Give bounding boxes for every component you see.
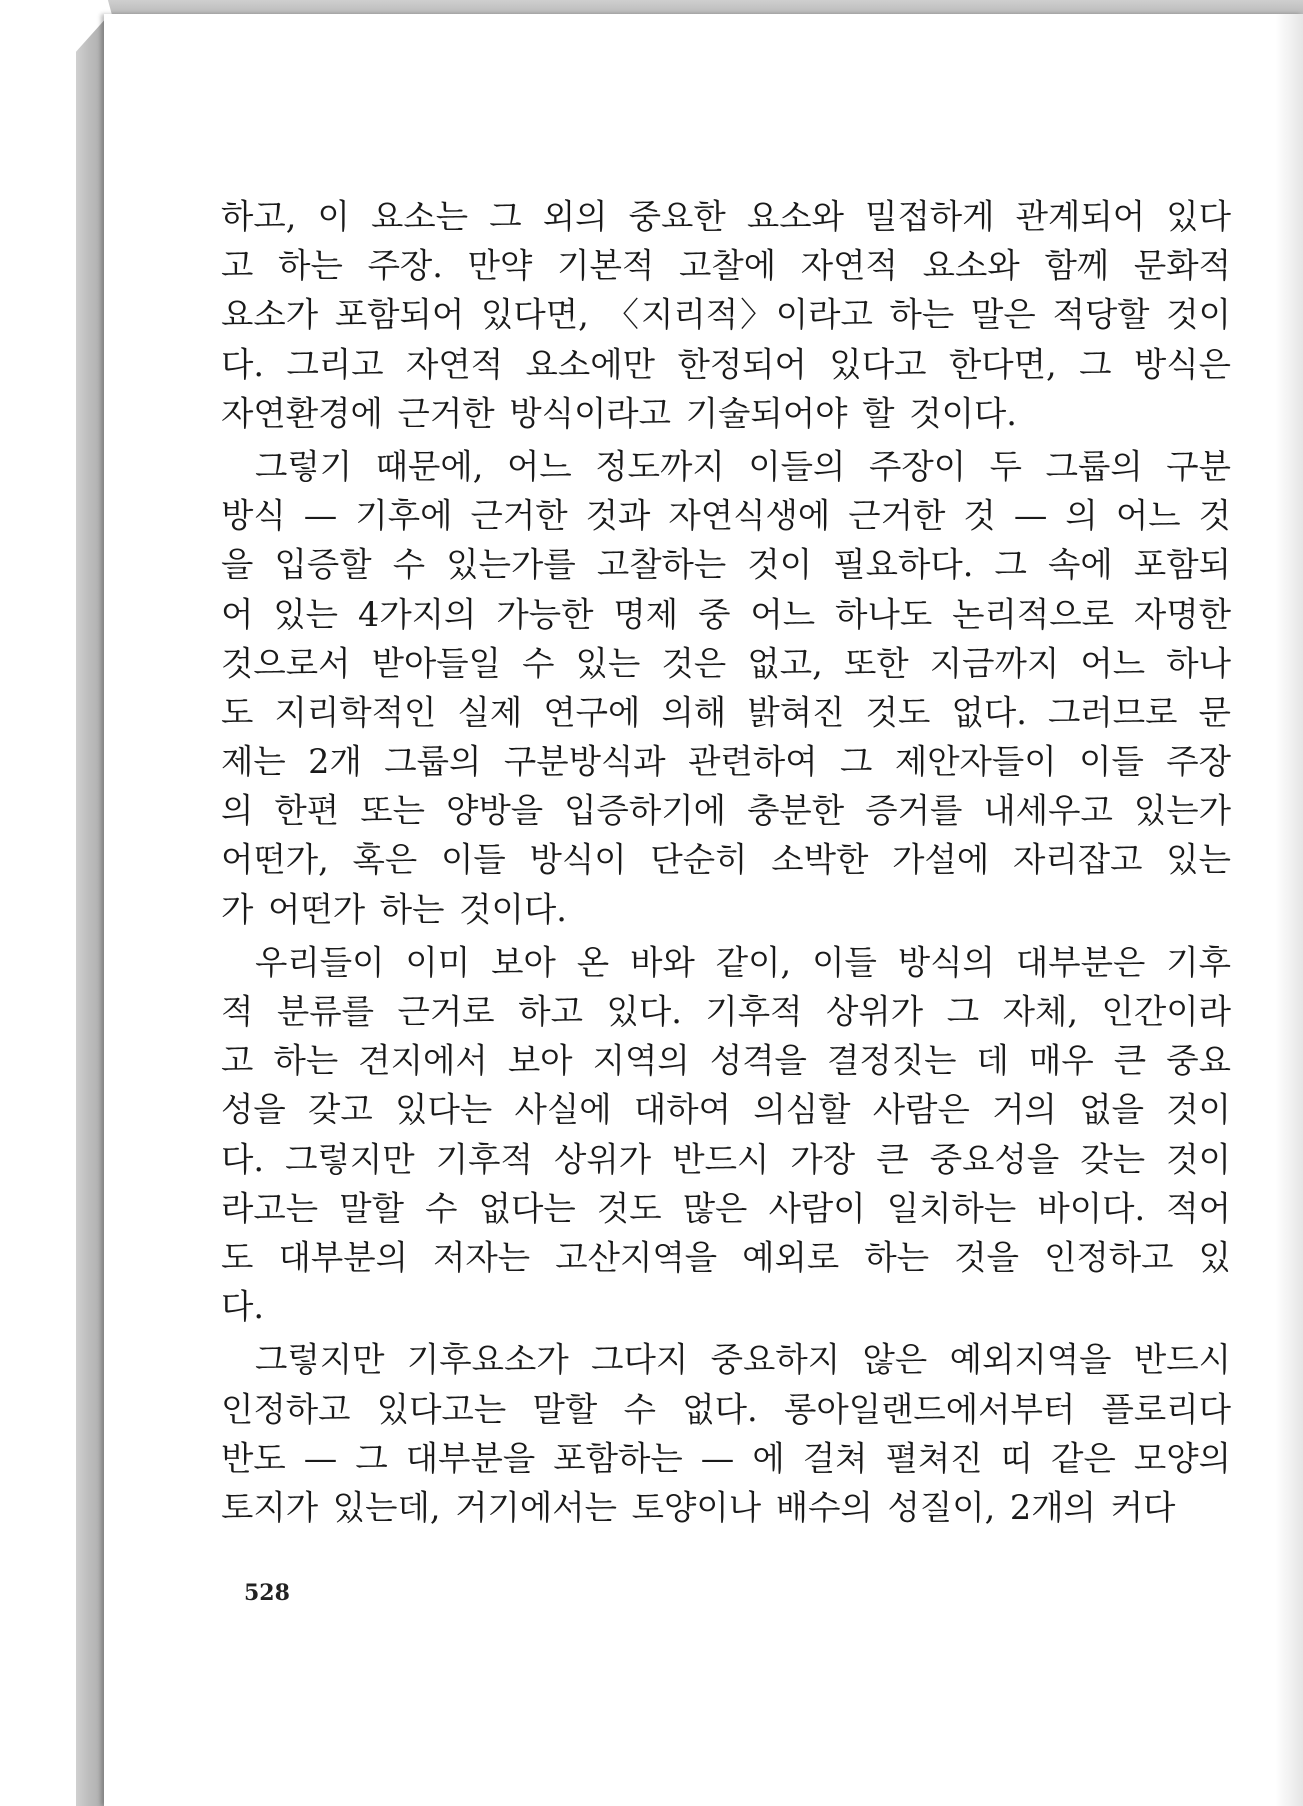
text-line: 어떤가, 혹은 이들 방식이 단순히 소박한 가설에 자리잡고 있는 xyxy=(221,840,1231,880)
text-line: 자연환경에 근거한 방식이라고 기술되어야 할 것이다. xyxy=(221,393,1017,433)
text-line: 방식 — 기후에 근거한 것과 자연식생에 근거한 것 — 의 어느 것 xyxy=(221,496,1231,536)
text-line: 도 지리학적인 실제 연구에 의해 밝혀진 것도 없다. 그러므로 문 xyxy=(221,692,1231,732)
text-line: 라고는 말할 수 없다는 것도 많은 사람이 일치하는 바이다. 적어 xyxy=(221,1188,1231,1228)
text-line: 고 하는 견지에서 보아 지역의 성격을 결정짓는 데 매우 큰 중요 xyxy=(221,1041,1231,1081)
text-line: 가 어떤가 하는 것이다. xyxy=(221,889,567,929)
paragraph xyxy=(221,938,1231,1332)
text-line: 다. 그렇지만 기후적 상위가 반드시 가장 큰 중요성을 갖는 것이 xyxy=(221,1139,1231,1179)
paragraph xyxy=(221,1335,1231,1532)
text-line: 어 있는 4가지의 가능한 명제 중 어느 하나도 논리적으로 자명한 xyxy=(221,594,1231,634)
body-text xyxy=(221,192,1231,1536)
text-line: 다. xyxy=(221,1287,265,1327)
text-line: 성을 갖고 있다는 사실에 대하여 의심할 사람은 거의 없을 것이 xyxy=(221,1090,1231,1130)
text-line: 적 분류를 근거로 하고 있다. 기후적 상위가 그 자체, 인간이라 xyxy=(221,992,1231,1031)
text-line: 을 입증할 수 있는가를 고찰하는 것이 필요하다. 그 속에 포함되 xyxy=(221,545,1231,585)
page-edge-shadow xyxy=(1275,14,1303,1806)
text-line: 제는 2개 그룹의 구분방식과 관련하여 그 제안자들이 이들 주장 xyxy=(221,742,1231,782)
text-line: 하고, 이 요소는 그 외의 중요한 요소와 밀접하게 관계되어 있다 xyxy=(221,197,1231,236)
text-line: 다. 그리고 자연적 요소에만 한정되어 있다고 한다면, 그 방식은 xyxy=(221,344,1231,384)
paragraph xyxy=(221,192,1231,438)
text-line: 요소가 포함되어 있다면, 〈지리적〉이라고 하는 말은 적당할 것이 xyxy=(221,295,1231,335)
text-line: 의 한편 또는 양방을 입증하기에 충분한 증거를 내세우고 있는가 xyxy=(221,791,1231,831)
text-line: 토지가 있는데, 거기에서는 토양이나 배수의 성질이, 2개의 커다 xyxy=(221,1487,1176,1527)
text-line: 우리들이 이미 보아 온 바와 같이, 이들 방식의 대부분은 기후 xyxy=(255,942,1231,982)
text-line: 고 하는 주장. 만약 기본적 고찰에 자연적 요소와 함께 문화적 xyxy=(221,246,1231,286)
book-page xyxy=(104,14,1303,1806)
paragraph xyxy=(221,442,1231,934)
text-line: 반도 — 그 대부분을 포함하는 — 에 걸쳐 펼쳐진 띠 같은 모양의 xyxy=(221,1438,1231,1478)
text-line: 인정하고 있다고는 말할 수 없다. 롱아일랜드에서부터 플로리다 xyxy=(221,1389,1231,1429)
page-number: 528 xyxy=(244,1580,290,1606)
text-line: 그렇기 때문에, 어느 정도까지 이들의 주장이 두 그룹의 구분 xyxy=(255,446,1231,486)
text-line: 것으로서 받아들일 수 있는 것은 없고, 또한 지금까지 어느 하나 xyxy=(221,643,1231,683)
text-line: 그렇지만 기후요소가 그다지 중요하지 않은 예외지역을 반드시 xyxy=(255,1340,1231,1380)
text-line: 도 대부분의 저자는 고산지역을 예외로 하는 것을 인정하고 있 xyxy=(221,1237,1231,1277)
